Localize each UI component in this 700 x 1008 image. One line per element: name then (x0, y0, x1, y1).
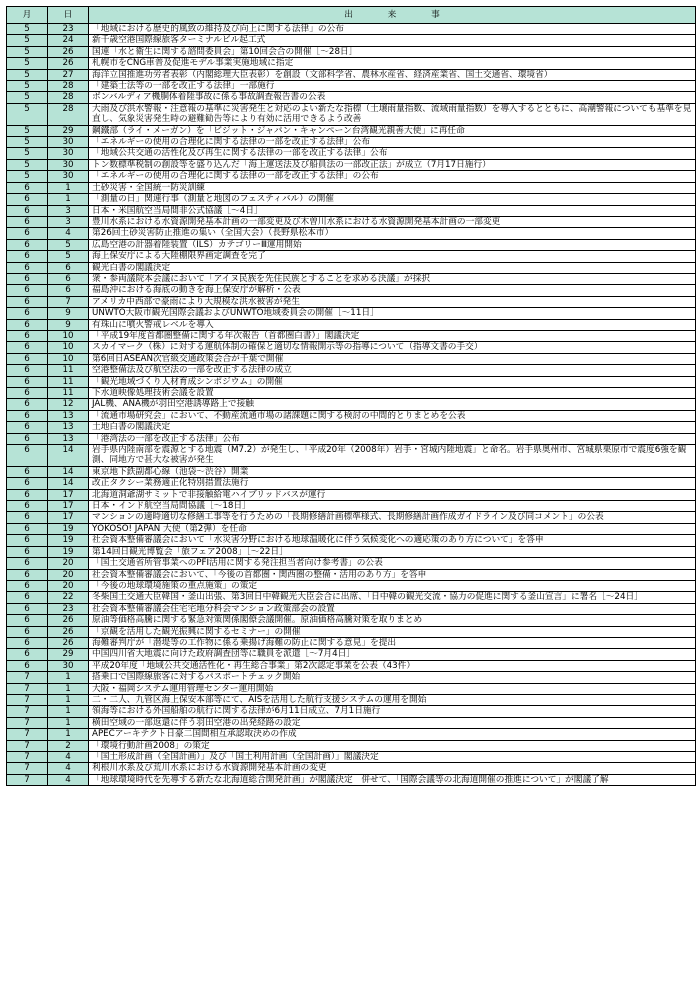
table-row (7, 92, 696, 103)
month-cell: 6 (7, 216, 48, 227)
event-cell: 「平成19年度首都圏整備に関する年次報告（首都圏白書）」閣議決定 (89, 330, 696, 341)
event-cell: 土砂災害・全国統一防災訓練 (89, 182, 696, 193)
event-cell: 空港整備法及び航空法の一部を改正する法律の成立 (89, 365, 696, 376)
month-cell: 6 (7, 376, 48, 387)
table-row (7, 694, 696, 705)
table-row (7, 558, 696, 569)
day-cell: 30 (48, 171, 89, 182)
table-row (7, 296, 696, 307)
table-row (7, 683, 696, 694)
month-cell: 6 (7, 580, 48, 591)
day-cell: 4 (48, 228, 89, 239)
table-row (7, 342, 696, 353)
table-row (7, 535, 696, 546)
event-cell: スカイマーク（株）に対する運航体制の確保と適切な情報開示等の指導について（指導文書の手交） (89, 342, 696, 353)
table-row (7, 46, 696, 57)
month-cell: 6 (7, 626, 48, 637)
event-cell: 冬柴国土交通大臣韓国・釜山出張、第3回日中韓観光大臣会合に出席、「日中韓の観光交流・協力の促進に関する釜山宣言」に署名［～24日］ (89, 592, 696, 603)
month-cell: 6 (7, 399, 48, 410)
event-cell: 「エネルギーの使用の合理化に関する法律の一部を改正する法律」公布 (89, 137, 696, 148)
event-cell: JAL機、ANA機が羽田空港誘導路上で接触 (89, 399, 696, 410)
table-header-row (7, 7, 696, 24)
day-cell: 6 (48, 285, 89, 296)
table-row (7, 376, 696, 387)
day-cell: 6 (48, 273, 89, 284)
month-cell: 6 (7, 603, 48, 614)
day-cell: 12 (48, 399, 89, 410)
month-cell: 6 (7, 523, 48, 534)
month-cell: 6 (7, 649, 48, 660)
month-cell: 6 (7, 422, 48, 433)
table-row (7, 433, 696, 444)
day-cell: 9 (48, 308, 89, 319)
day-cell: 10 (48, 342, 89, 353)
event-cell: 海難審判庁が「潜堤等の工作物に係る乗揚げ海難の防止に関する意見」を提出 (89, 637, 696, 648)
day-cell: 1 (48, 672, 89, 683)
table-row (7, 603, 696, 614)
day-cell: 20 (48, 569, 89, 580)
day-cell: 28 (48, 92, 89, 103)
event-cell: 「地域における歴史的風致の維持及び向上に関する法律」の公布 (89, 24, 696, 35)
event-cell: 「エネルギーの使用の合理化に関する法律の一部を改正する法律」の公布 (89, 171, 696, 182)
event-cell: 大阪・福岡システム運用管理センター運用開始 (89, 683, 696, 694)
table-row (7, 194, 696, 205)
event-cell: 衆・参両議院本会議において「アイヌ民族を先住民族とすることを求める決議」が採択 (89, 273, 696, 284)
month-cell: 5 (7, 24, 48, 35)
header-month: 月 (7, 7, 48, 24)
month-cell: 6 (7, 569, 48, 580)
event-cell: 利根川水系及び荒川水系における水資源開発基本計画の変更 (89, 763, 696, 774)
day-cell: 2 (48, 740, 89, 751)
month-cell: 6 (7, 228, 48, 239)
day-cell: 20 (48, 558, 89, 569)
month-cell: 6 (7, 501, 48, 512)
month-cell: 5 (7, 58, 48, 69)
table-row (7, 512, 696, 523)
day-cell: 3 (48, 205, 89, 216)
day-cell: 13 (48, 433, 89, 444)
month-cell: 6 (7, 535, 48, 546)
month-cell: 5 (7, 81, 48, 92)
table-row (7, 649, 696, 660)
event-cell: UNWTO大阪市観光国際会議およびUNWTO地域委員会の開催［～11日］ (89, 308, 696, 319)
month-cell: 6 (7, 330, 48, 341)
month-cell: 5 (7, 137, 48, 148)
table-row (7, 239, 696, 250)
day-cell: 13 (48, 410, 89, 421)
table-row (7, 319, 696, 330)
event-cell: 「環境行動計画2008」の策定 (89, 740, 696, 751)
table-row (7, 422, 696, 433)
month-cell: 6 (7, 445, 48, 467)
table-row (7, 103, 696, 125)
event-cell: 平成20年度「地域公共交通活性化・再生総合事業」第2次認定事業を公表（43件） (89, 660, 696, 671)
month-cell: 7 (7, 717, 48, 728)
table-row (7, 285, 696, 296)
event-cell: 東京地下鉄副都心線（池袋～渋谷）開業 (89, 466, 696, 477)
month-cell: 6 (7, 637, 48, 648)
day-cell: 11 (48, 388, 89, 399)
table-row (7, 24, 696, 35)
day-cell: 7 (48, 296, 89, 307)
day-cell: 1 (48, 194, 89, 205)
event-cell: 「地域公共交通の活性化及び再生に関する法律の一部を改正する法律」公布 (89, 148, 696, 159)
month-cell: 6 (7, 615, 48, 626)
table-row (7, 706, 696, 717)
month-cell: 6 (7, 365, 48, 376)
day-cell: 29 (48, 125, 89, 136)
event-cell: 「建築士法等の一部を改正する法律」一部施行 (89, 81, 696, 92)
day-cell: 27 (48, 69, 89, 80)
event-cell: マンションの適時適切な修繕工事等を行うための「長期修繕計画標準様式、長期修繕計画作成ガイドライン及び同コメント」の公表 (89, 512, 696, 523)
table-row (7, 763, 696, 774)
event-cell: YŌKOSO! JAPAN 大使（第2弾）を任命 (89, 523, 696, 534)
event-cell: 「測量の日」関連行事（測量と地図のフェスティバル）の開催 (89, 194, 696, 205)
day-cell: 23 (48, 603, 89, 614)
table-row (7, 478, 696, 489)
table-row (7, 388, 696, 399)
month-cell: 5 (7, 171, 48, 182)
event-cell: 豊川水系における水資源開発基本計画の一部変更及び木曽川水系における水資源開発基本計画の一部変更 (89, 216, 696, 227)
month-cell: 6 (7, 558, 48, 569)
day-cell: 1 (48, 729, 89, 740)
event-cell: 改正タクシー業務適正化特別措置法施行 (89, 478, 696, 489)
day-cell: 26 (48, 58, 89, 69)
day-cell: 30 (48, 660, 89, 671)
table-row (7, 445, 696, 467)
day-cell: 1 (48, 706, 89, 717)
month-cell: 6 (7, 273, 48, 284)
table-row (7, 228, 696, 239)
month-cell: 6 (7, 194, 48, 205)
month-cell: 6 (7, 466, 48, 477)
day-cell: 26 (48, 615, 89, 626)
event-cell: 岩手県内陸南部を震源とする地震（M7.2）が発生し、「平成20年（2008年）岩手・宮城内陸地震」と命名。岩手県奥州市、宮城県栗原市で震度6強を観測、同地方で甚大な被害が発生 (89, 445, 696, 467)
event-cell: 「国土形成計画（全国計画）」及び「国土利用計画（全国計画）」閣議決定 (89, 752, 696, 763)
table-body (7, 24, 696, 786)
table-row (7, 489, 696, 500)
event-cell: 大雨及び洪水警報・注意報の基準に災害発生と対応のよい新たな指標（土壌雨量指数、流域雨量指数）を導入するとともに、高潮警報についても基準を見直し、気象災害発生時の避難勧告等により有効に活用できるよう改善 (89, 103, 696, 125)
day-cell: 1 (48, 683, 89, 694)
table-row (7, 205, 696, 216)
event-cell: 「港湾法の一部を改正する法律」公布 (89, 433, 696, 444)
month-cell: 6 (7, 478, 48, 489)
event-cell: 「観光地域づくり人材育成シンポジウム」の開催 (89, 376, 696, 387)
table-row (7, 729, 696, 740)
table-row (7, 466, 696, 477)
day-cell: 4 (48, 752, 89, 763)
month-cell: 7 (7, 774, 48, 785)
event-cell: 第6回日ASEAN次官級交通政策会合が千葉で開催 (89, 353, 696, 364)
event-cell: 原油等価格高騰に関する緊急対策関係閣僚会議開催。原油価格高騰対策を取りまとめ (89, 615, 696, 626)
month-cell: 7 (7, 683, 48, 694)
day-cell: 23 (48, 24, 89, 35)
event-cell: 日本・米国航空当局間非公式協議［～4日］ (89, 205, 696, 216)
table-row (7, 273, 696, 284)
month-cell: 6 (7, 546, 48, 557)
day-cell: 20 (48, 580, 89, 591)
day-cell: 9 (48, 319, 89, 330)
month-cell: 6 (7, 388, 48, 399)
event-cell: 領海等における外国船舶の航行に関する法律が6月11日成立、7月1日施行 (89, 706, 696, 717)
table-row (7, 740, 696, 751)
event-cell: 横田空域の一部返還に伴う羽田空港の出発経路の設定 (89, 717, 696, 728)
day-cell: 30 (48, 148, 89, 159)
table-row (7, 308, 696, 319)
table-row (7, 717, 696, 728)
event-cell: 「国土交通省所管事業へのPFI活用に関する発注担当者向け参考書」の公表 (89, 558, 696, 569)
event-cell: 海上保安庁による大陸棚限界画定調査を完了 (89, 251, 696, 262)
event-cell: 「地球環境時代を先導する新たな北海道総合開発計画」が閣議決定 併せて、「国際会議等の北海道開催の推進について」が閣議了解 (89, 774, 696, 785)
month-cell: 6 (7, 308, 48, 319)
day-cell: 1 (48, 694, 89, 705)
month-cell: 6 (7, 660, 48, 671)
month-cell: 7 (7, 729, 48, 740)
day-cell: 11 (48, 365, 89, 376)
chronology-table (6, 6, 696, 786)
table-row (7, 660, 696, 671)
day-cell: 29 (48, 649, 89, 660)
month-cell: 7 (7, 706, 48, 717)
table-row (7, 672, 696, 683)
event-cell: 札幌市をCNG車普及促進モデル事業実施地域に指定 (89, 58, 696, 69)
table-row (7, 69, 696, 80)
table-row (7, 569, 696, 580)
day-cell: 30 (48, 137, 89, 148)
table-row (7, 182, 696, 193)
month-cell: 7 (7, 740, 48, 751)
month-cell: 6 (7, 433, 48, 444)
table-row (7, 774, 696, 785)
table-row (7, 501, 696, 512)
event-cell: 広島空港の計器着陸装置（ILS）カテゴリーⅢ運用開始 (89, 239, 696, 250)
day-cell: 17 (48, 489, 89, 500)
day-cell: 26 (48, 637, 89, 648)
header-event: 出 来 事 (89, 7, 696, 24)
event-cell: 日本・インド航空当局間協議［～18日］ (89, 501, 696, 512)
day-cell: 1 (48, 182, 89, 193)
header-day: 日 (48, 7, 89, 24)
day-cell: 17 (48, 501, 89, 512)
month-cell: 7 (7, 694, 48, 705)
month-cell: 5 (7, 92, 48, 103)
event-cell: APECアーキテクト日豪二国間相互承認取決めの作成 (89, 729, 696, 740)
table-row (7, 148, 696, 159)
event-cell: 社会資本整備審議会において「水災害分野における地球温暖化に伴う気候変化への適応策のあり方について」を答申 (89, 535, 696, 546)
table-row (7, 35, 696, 46)
month-cell: 6 (7, 182, 48, 193)
month-cell: 6 (7, 251, 48, 262)
month-cell: 6 (7, 410, 48, 421)
day-cell: 11 (48, 376, 89, 387)
event-cell: 搭乗口で国際線旅客に対するパスポートチェック開始 (89, 672, 696, 683)
month-cell: 6 (7, 262, 48, 273)
table-row (7, 365, 696, 376)
table-row (7, 159, 696, 170)
day-cell: 14 (48, 478, 89, 489)
day-cell: 17 (48, 512, 89, 523)
table-row (7, 615, 696, 626)
event-cell: 鋼鐵部（ライ・メーガン）を「ビジット・ジャパン・キャンペーン台湾観光親善大使」に再任命 (89, 125, 696, 136)
day-cell: 5 (48, 251, 89, 262)
day-cell: 14 (48, 466, 89, 477)
event-cell: 社会資本整備審議会において、「今後の首都圏・関西圏の整備・活用のあり方」を答申 (89, 569, 696, 580)
table-row (7, 262, 696, 273)
table-row (7, 251, 696, 262)
table-row (7, 523, 696, 534)
table-row (7, 580, 696, 591)
day-cell: 28 (48, 103, 89, 125)
event-cell: 有珠山に噴火警戒レベルを導入 (89, 319, 696, 330)
day-cell: 26 (48, 626, 89, 637)
table-row (7, 353, 696, 364)
table-row (7, 125, 696, 136)
day-cell: 5 (48, 239, 89, 250)
event-cell: 新千歳空港国際線旅客ターミナルビル起工式 (89, 35, 696, 46)
month-cell: 6 (7, 319, 48, 330)
day-cell: 4 (48, 774, 89, 785)
day-cell: 10 (48, 330, 89, 341)
month-cell: 7 (7, 763, 48, 774)
table-row (7, 171, 696, 182)
day-cell: 6 (48, 262, 89, 273)
table-row (7, 330, 696, 341)
event-cell: 中国四川省大地震に向けた政府調査団等に職員を派遣［～7月4日］ (89, 649, 696, 660)
event-cell: 観光白書の閣議決定 (89, 262, 696, 273)
month-cell: 6 (7, 205, 48, 216)
day-cell: 24 (48, 35, 89, 46)
day-cell: 19 (48, 546, 89, 557)
month-cell: 6 (7, 512, 48, 523)
month-cell: 5 (7, 148, 48, 159)
table-row (7, 399, 696, 410)
event-cell: 国連「水と衛生に関する諮問委員会」第10回会合の開催［～28日］ (89, 46, 696, 57)
event-cell: 二・二人、九管区海上保安本部等にて、AISを活用した航行支援システムの運用を開始 (89, 694, 696, 705)
chronology-table-wrapper (6, 6, 695, 786)
table-row (7, 546, 696, 557)
day-cell: 26 (48, 46, 89, 57)
event-cell: 土地白書の閣議決定 (89, 422, 696, 433)
month-cell: 5 (7, 69, 48, 80)
month-cell: 6 (7, 489, 48, 500)
event-cell: 社会資本整備審議会住宅宅地分科会マンション政策部会の設置 (89, 603, 696, 614)
day-cell: 19 (48, 535, 89, 546)
day-cell: 4 (48, 763, 89, 774)
day-cell: 1 (48, 717, 89, 728)
event-cell: 「流通市場研究会」において、不動産流通市場の諸課題に関する検討の中間的とりまとめを公表 (89, 410, 696, 421)
table-row (7, 410, 696, 421)
month-cell: 7 (7, 672, 48, 683)
month-cell: 5 (7, 103, 48, 125)
event-cell: 海洋立国推進功労者表彰（内閣総理大臣表彰）を創設（文部科学省、農林水産省、経済産業省、国土交通省、環境省） (89, 69, 696, 80)
event-cell: 「京観を活用した観光振興に関するセミナー」の開催 (89, 626, 696, 637)
event-cell: アメリカ中西部で豪雨により大規模な洪水被害が発生 (89, 296, 696, 307)
month-cell: 5 (7, 125, 48, 136)
month-cell: 5 (7, 46, 48, 57)
month-cell: 6 (7, 353, 48, 364)
table-row (7, 81, 696, 92)
month-cell: 6 (7, 285, 48, 296)
day-cell: 22 (48, 592, 89, 603)
month-cell: 6 (7, 342, 48, 353)
table-row (7, 637, 696, 648)
day-cell: 10 (48, 353, 89, 364)
day-cell: 14 (48, 445, 89, 467)
event-cell: 北海道洞爺湖サミットで非接触給電ハイブリッドバスが運行 (89, 489, 696, 500)
event-cell: トン数標準税制の創設等を盛り込んだ「海上運送法及び船員法の一部改正法」が成立（7月17日施行） (89, 159, 696, 170)
event-cell: 福島沖における海底の動きを海上保安庁が解析・公表 (89, 285, 696, 296)
event-cell: 第26回土砂災害防止推進の集い（全国大会）（長野県松本市） (89, 228, 696, 239)
month-cell: 6 (7, 239, 48, 250)
day-cell: 13 (48, 422, 89, 433)
event-cell: 第14回日観光博覧会「旅フェア2008」［～22日］ (89, 546, 696, 557)
month-cell: 6 (7, 592, 48, 603)
table-row (7, 752, 696, 763)
day-cell: 28 (48, 81, 89, 92)
event-cell: 「今後の地球環境施策の重点施策」の策定 (89, 580, 696, 591)
event-cell: 下水道映像処理技術会議を設置 (89, 388, 696, 399)
month-cell: 6 (7, 296, 48, 307)
day-cell: 30 (48, 159, 89, 170)
day-cell: 3 (48, 216, 89, 227)
table-row (7, 137, 696, 148)
table-row (7, 592, 696, 603)
event-cell: ボンバルディア機胴体着陸事故に係る事故調査報告書の公表 (89, 92, 696, 103)
table-row (7, 216, 696, 227)
month-cell: 5 (7, 35, 48, 46)
month-cell: 5 (7, 159, 48, 170)
table-row (7, 58, 696, 69)
day-cell: 19 (48, 523, 89, 534)
month-cell: 7 (7, 752, 48, 763)
table-row (7, 626, 696, 637)
